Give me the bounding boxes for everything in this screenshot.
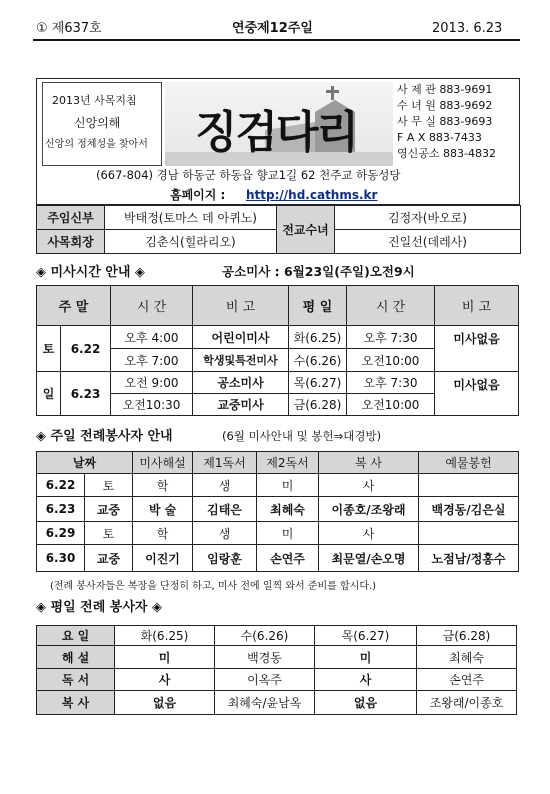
mass-note: 공소미사 [193,372,289,394]
cell: 미 [115,646,215,669]
cell: 없음 [315,691,417,715]
service-note: (전례 봉사자들은 복장을 단정히 하고, 미사 전에 일찍 와서 준비를 합시다.) [50,581,377,592]
reading1: 생 [193,522,257,545]
saturday-label: 토 [37,326,61,372]
weekday-time: 오후 7:30 [347,372,435,394]
server: 이종호/조왕래 [319,497,419,522]
cell: 백경동 [215,646,315,669]
weekday-day: 수(6.26) [289,349,347,372]
homepage-link[interactable]: http://hd.cathms.kr [246,188,378,202]
service-day: 토 [85,474,133,497]
pastor-label: 주임신부 [37,206,105,230]
cell: 손연주 [417,669,517,691]
header-weekend-time: 시 간 [111,286,193,326]
table-row [37,522,519,545]
contact-convent: 수 녀 원 883-9692 [397,99,493,112]
commentary: 이진기 [133,545,193,572]
service-day: 토 [85,522,133,545]
council-name: 김춘식(힐라리오) [105,230,277,254]
council-label: 사목회장 [37,230,105,254]
mass-time: 오후 7:00 [111,349,193,372]
header-day: 목(6.27) [315,626,417,646]
service-date: 6.29 [37,522,85,545]
weekday-service-table [36,625,517,715]
newsletter-title: 징검다리 [195,107,358,158]
weekday-day: 목(6.27) [289,372,347,394]
year-motto: 2013년 사목지침 [52,94,137,107]
weekday-day: 화(6.25) [289,326,347,349]
issue-date: 2013. 6.23 [432,21,503,36]
sunday-label: 일 [37,372,61,416]
mass-time: 오후 4:00 [111,326,193,349]
service-date: 6.23 [37,497,85,522]
service-date: 6.22 [37,474,85,497]
cell: 조왕래/이종호 [417,691,517,715]
cell: 사 [115,669,215,691]
reading1: 임랑훈 [193,545,257,572]
offering: 백경동/김은실 [419,497,519,522]
mass-time: 오전10:30 [111,394,193,416]
weekday-note: 미사없음 [435,372,519,416]
table-row [37,474,519,497]
cell: 사 [315,669,417,691]
reading2: 손연주 [257,545,319,572]
weekday-note: 미사없음 [435,326,519,372]
role-label: 복 사 [37,691,115,715]
header-weekday: 평 일 [289,286,347,326]
header-day: 수(6.26) [215,626,315,646]
commentary: 학 [133,522,193,545]
offering: 노점남/정홍수 [419,545,519,572]
table-row [37,497,519,522]
server: 사 [319,522,419,545]
top-rule [33,39,520,41]
nun-name-1: 김정자(바오로) [335,206,521,230]
mission-mass-notice: 공소미사 : 6월23일(주일)오전9시 [222,264,415,279]
mass-note: 학생및특전미사 [193,349,289,372]
cell: 미 [315,646,417,669]
contact-list [397,84,519,159]
offering [419,522,519,545]
table-row [37,646,517,669]
contact-mission: 영신공소 883-4832 [397,147,496,160]
weekday-service-title: ◈ 평일 전례 봉사자 ◈ [36,600,163,615]
mass-note: 교중미사 [193,394,289,416]
server: 사 [319,474,419,497]
header-day: 화(6.25) [115,626,215,646]
weekday-day: 금(6.28) [289,394,347,416]
pastor-name: 박태정(토마스 데 아퀴노) [105,206,277,230]
header-weekday-note: 비 고 [435,286,519,326]
table-row [37,669,517,691]
header-weekday-time: 시 간 [347,286,435,326]
saturday-date: 6.22 [61,326,111,372]
header-weekend-note: 비 고 [193,286,289,326]
cell: 최혜숙 [417,646,517,669]
cell: 최혜숙/윤남옥 [215,691,315,715]
header-weekend: 주 말 [37,286,111,326]
sunday-date: 6.23 [61,372,111,416]
header-dayofweek: 요 일 [37,626,115,646]
weekday-time: 오전10:00 [347,349,435,372]
cell: 없음 [115,691,215,715]
issue-number: ① 제637호 [36,21,102,36]
header-date: 날짜 [37,452,133,474]
nun-name-2: 진일선(데레사) [335,230,521,254]
contact-office: 사 무 실 883-9693 [397,115,493,128]
commentary: 박 술 [133,497,193,522]
reading1: 생 [193,474,257,497]
sunday-service-table [36,451,519,572]
mass-note: 어린이미사 [193,326,289,349]
header-commentary: 미사해설 [133,452,193,474]
cell: 이옥주 [215,669,315,691]
nun-label: 전교수녀 [277,206,335,254]
reading2: 미 [257,522,319,545]
motto-subtitle: 신앙의 정체성을 찾아서 [45,139,148,150]
reading2: 미 [257,474,319,497]
reading2: 최혜숙 [257,497,319,522]
liturgical-week: 연중제12주일 [232,21,313,36]
table-row [37,691,517,715]
reading1: 김태은 [193,497,257,522]
service-date: 6.30 [37,545,85,572]
motto: 신앙의해 [74,116,121,130]
mass-schedule-table [36,285,519,416]
header-reading1: 제1독서 [193,452,257,474]
mass-section-title: ◈ 미사시간 안내 ◈ [36,265,145,280]
church-address: (667-804) 경남 하동군 하동읍 향교1길 62 천주교 하동성당 [96,168,401,182]
staff-table [36,205,521,254]
header-offering: 예물봉헌 [419,452,519,474]
mass-time: 오전 9:00 [111,372,193,394]
weekday-time: 오전10:00 [347,394,435,416]
sunday-service-subtitle: (6월 미사안내 및 봉헌⇒대경방) [222,429,382,443]
sunday-service-title: ◈ 주일 전례봉사자 안내 [36,429,173,444]
title-artwork [165,82,393,166]
weekday-time: 오후 7:30 [347,326,435,349]
commentary: 학 [133,474,193,497]
contact-fax: F A X 883-7433 [397,131,482,144]
server: 최문열/손오명 [319,545,419,572]
role-label: 해 설 [37,646,115,669]
header-day: 금(6.28) [417,626,517,646]
table-row [37,545,519,572]
service-day: 교중 [85,497,133,522]
header-server: 복 사 [319,452,419,474]
service-day: 교중 [85,545,133,572]
header-reading2: 제2독서 [257,452,319,474]
homepage-label: 홈페이지 : [170,188,226,202]
offering [419,474,519,497]
role-label: 독 서 [37,669,115,691]
contact-rectory: 사 제 관 883-9691 [397,83,493,96]
